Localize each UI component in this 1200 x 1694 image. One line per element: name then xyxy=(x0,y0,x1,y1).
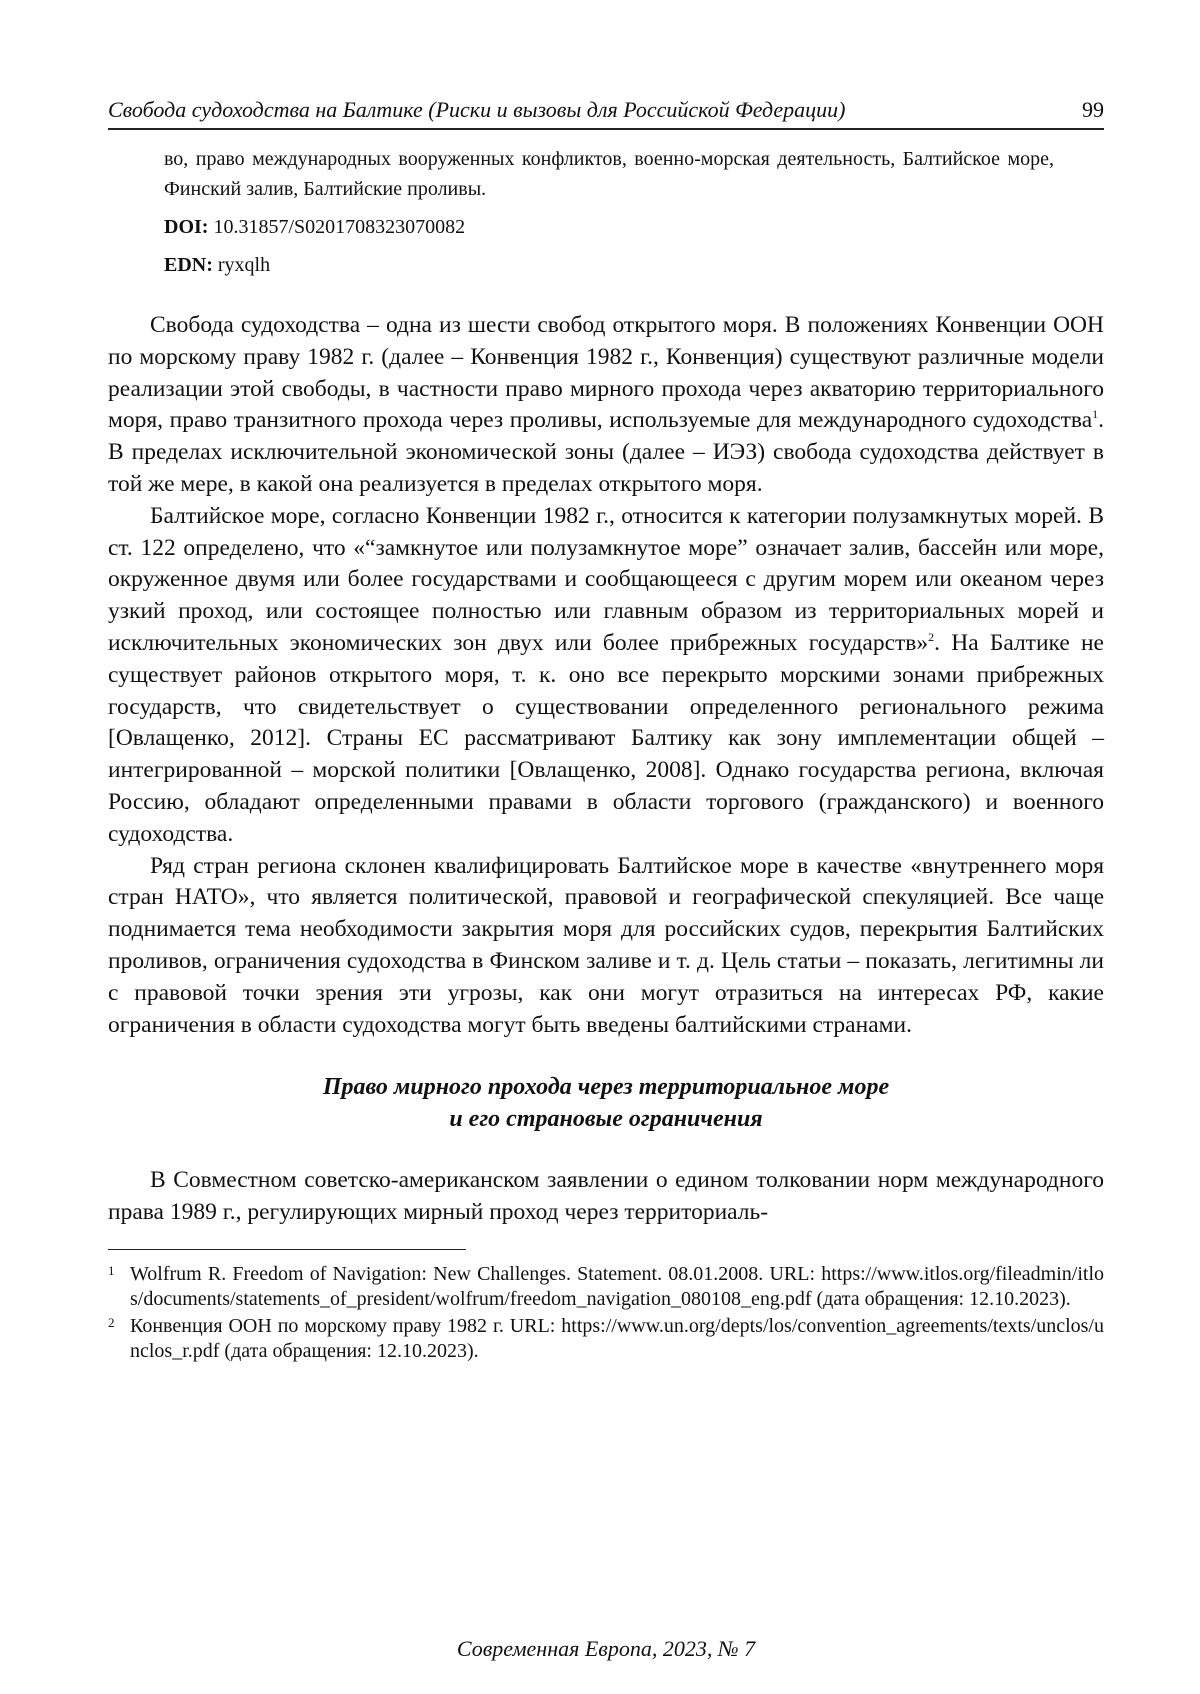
paragraph-2 xyxy=(108,501,1104,851)
section-heading xyxy=(108,1071,1104,1135)
footnote-number: 2 xyxy=(108,1314,115,1330)
paragraph-4: В Совместном советско-американском заявлении о едином толковании норм международного права 1989 г., регулирующих мирный проход через территориаль- xyxy=(108,1167,1104,1226)
section-heading-line-2: и его страновые ограничения xyxy=(449,1106,763,1133)
edn-label: EDN: xyxy=(164,254,213,276)
journal-footer: Современная Европа, 2023, № 7 xyxy=(456,1636,756,1661)
footnote-number: 1 xyxy=(108,1262,115,1278)
section-heading-line-1: Право мирного прохода через территориальное море xyxy=(322,1074,890,1101)
paragraph-1-text-cont: . В пределах исключительной экономической зоны (далее – ИЭЗ) свобода судоходства действует в той же мере, в какой она реализуется в пределах открытого моря. xyxy=(108,407,1104,497)
journal-page xyxy=(108,96,1104,1661)
footnote-1 xyxy=(108,1262,1104,1312)
paragraph-2-text-cont: . На Балтике не существует районов открытого моря, т. к. оно все перекрыто морскими зонами прибрежных государств, что свидетельствует о существовании определенного регионального режима [Овлащенко, 2012]. Страны ЕС рассматривают Балтику как зону имплементации общей – интегрированной – морской политики [Овлащенко, 2008]. Однако государства региона, включая Россию, обладают определенными правами в области торгового (гражданского) и военного судоходства. xyxy=(108,629,1104,847)
footnote-text: Wolfrum R. Freedom of Navigation: New Challenges. Statement. 08.01.2008. URL: https://www.itlos.org/fileadmin/itlos/documents/statements_of_president/wolfrum/freedom_navigation_080108_eng.pdf (дата обращения: 12.10.2023). xyxy=(130,1262,1104,1310)
footnotes xyxy=(108,1262,1104,1364)
paragraph-3: Ряд стран региона склонен квалифицировать Балтийское море в качестве «внутреннего моря стран НАТО», что является политической, правовой и географической спекуляцией. Все чаще поднимается тема необходимости закрытия моря для российских судов, перекрытия Балтийских проливов, ограничения судоходства в Финском заливе и т. д. Цель статьи – показать, легитимны ли с правовой точки зрения эти угрозы, как они могут отразиться на интересах РФ, какие ограничения в области судоходства могут быть введены балтийскими странами. xyxy=(108,852,1104,1038)
edn-value: ryxqlh xyxy=(217,254,271,276)
footnote-2 xyxy=(108,1314,1104,1364)
running-title: Свобода судоходства на Балтике (Риски и вызовы для Российской Федерации) xyxy=(108,97,846,122)
page-number: 99 xyxy=(1082,97,1104,122)
edn-line xyxy=(164,252,1104,278)
doi-label: DOI: xyxy=(164,216,209,238)
keywords-continuation: во, право международных вооруженных конфликтов, военно-морская деятельность, Балтийское море, Финский залив, Балтийские проливы. xyxy=(164,148,1054,200)
footnote-ref-1[interactable]: 1 xyxy=(1092,407,1099,422)
doi-value: 10.31857/S0201708323070082 xyxy=(213,216,466,238)
doi-line xyxy=(164,214,1104,240)
footnote-separator xyxy=(108,1249,466,1250)
paragraph-1 xyxy=(108,310,1104,501)
running-header xyxy=(108,96,1104,130)
footnote-text: Конвенция ООН по морскому праву 1982 г. URL: https://www.un.org/depts/los/convention_agreements/texts/unclos/unclos_r.pdf (дата обращения: 12.10.2023). xyxy=(130,1314,1104,1362)
footnote-ref-2[interactable]: 2 xyxy=(928,630,935,645)
paragraph-2-text: Балтийское море, согласно Конвенции 1982 г., относится к категории полузамкнутых морей. В ст. 122 определено, что «“замкнутое или полузамкнутое море” означает залив, бассейн или море, окруженное двумя или более государствами и сообщающееся с другим морем или океаном через узкий проход, или состоящее полностью или главным образом из территориальных морей и исключительных экономических зон двух или более прибрежных государств» xyxy=(108,502,1104,656)
paragraph-1-text: Свобода судоходства – одна из шести свобод открытого моря. В положениях Конвенции ООН по морскому праву 1982 г. (далее – Конвенция 1982 г., Конвенция) существуют различные модели реализации этой свободы, в частности право мирного прохода через акваторию территориального моря, право транзитного прохода через проливы, используемые для международного судоходства xyxy=(108,312,1104,434)
article-body xyxy=(108,310,1104,1229)
